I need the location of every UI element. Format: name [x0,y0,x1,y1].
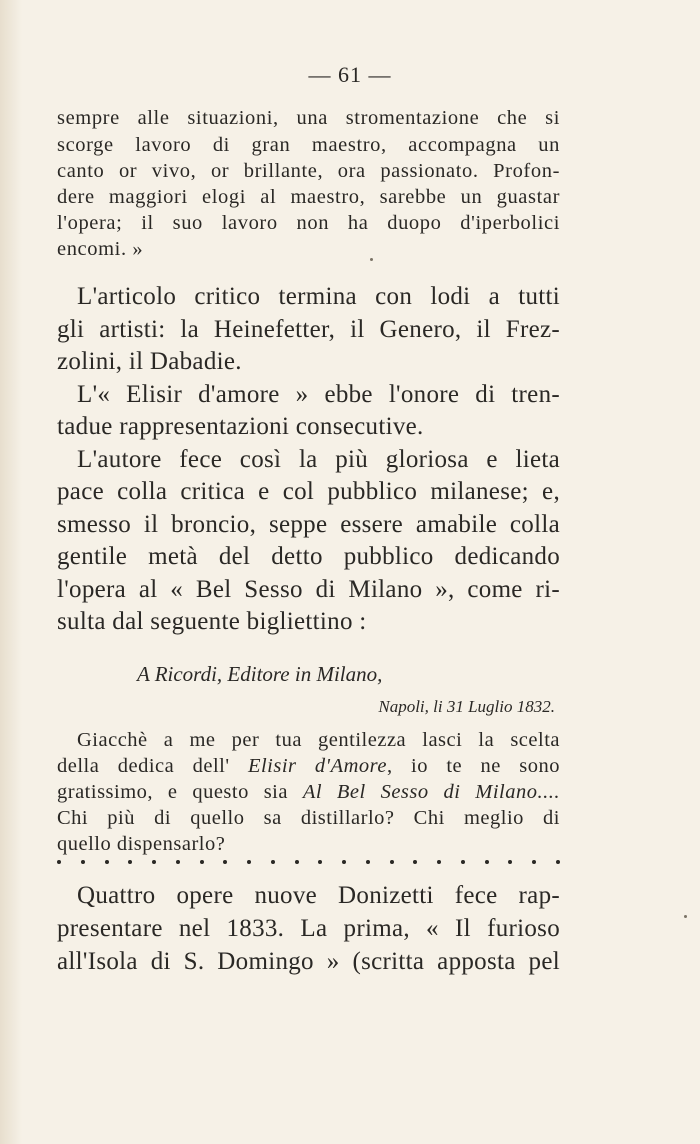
paragraph-line: l'opera al « Bel Sesso di Milano », come ri- [57,576,560,603]
print-speck [684,915,687,918]
page-number: — 61 — [308,62,392,87]
letter-line: quello dispensarlo? [57,833,226,855]
paragraph-line: gli artisti: la Heinefetter, il Genero, il Frez- [57,316,560,343]
quote-line: l'opera; il suo lavoro non ha duopo d'iperbolici [57,212,560,234]
letter-text: della dedica dell' [57,755,248,777]
quote-line: scorge lavoro di gran maestro, accompagna un [57,134,560,156]
paragraph-line: L'autore fece così la più gloriosa e lieta [77,446,560,473]
quote-line: canto or vivo, or brillante, ora passionato. Profon- [57,160,560,182]
letter-heading: A Ricordi, Editore in Milano, [137,662,383,686]
paragraph-line: L'articolo critico termina con lodi a tutti [77,283,560,310]
paragraph-line: zolini, il Dabadie. [57,348,242,375]
paragraph-line: Quattro opere nuove Donizetti fece rap- [77,882,560,909]
quote-line: sempre alle situazioni, una stromentazione che si [57,107,560,129]
paragraph-line: tadue rappresentazioni consecutive. [57,413,424,440]
letter-line [57,781,560,804]
paragraph-line: smesso il broncio, seppe essere amabile colla [57,511,560,538]
print-speck [370,258,373,261]
ellipsis-separator [57,860,560,864]
paragraph-line: L'« Elisir d'amore » ebbe l'onore di tren- [77,381,560,408]
paragraph-line: presentare nel 1833. La prima, « Il furioso [57,915,560,942]
letter-line: Giacchè a me per tua gentilezza lasci la scelta [77,729,560,751]
letter-date: Napoli, li 31 Luglio 1832. [378,697,555,716]
paragraph-line: sulta dal seguente bigliettino : [57,608,367,635]
quote-line: encomi. » [57,238,144,260]
quote-line: dere maggiori elogi al maestro, sarebbe un guastar [57,186,560,208]
letter-text: , io te ne sono [386,755,561,777]
paragraph-line: all'Isola di S. Domingo » (scritta apposta pel [57,948,560,975]
dedication-title: Al Bel Sesso di Milano.... [302,781,560,803]
paragraph-line: gentile metà del detto pubblico dedicando [57,543,560,570]
letter-text: gratissimo, e questo sia [57,781,303,803]
paragraph-line: pace colla critica e col pubblico milanese; e, [57,478,560,505]
letter-line: Chi più di quello sa distillarlo? Chi meglio di [57,807,560,829]
letter-line [57,755,560,778]
opera-title: Elisir d'Amore [247,755,387,777]
